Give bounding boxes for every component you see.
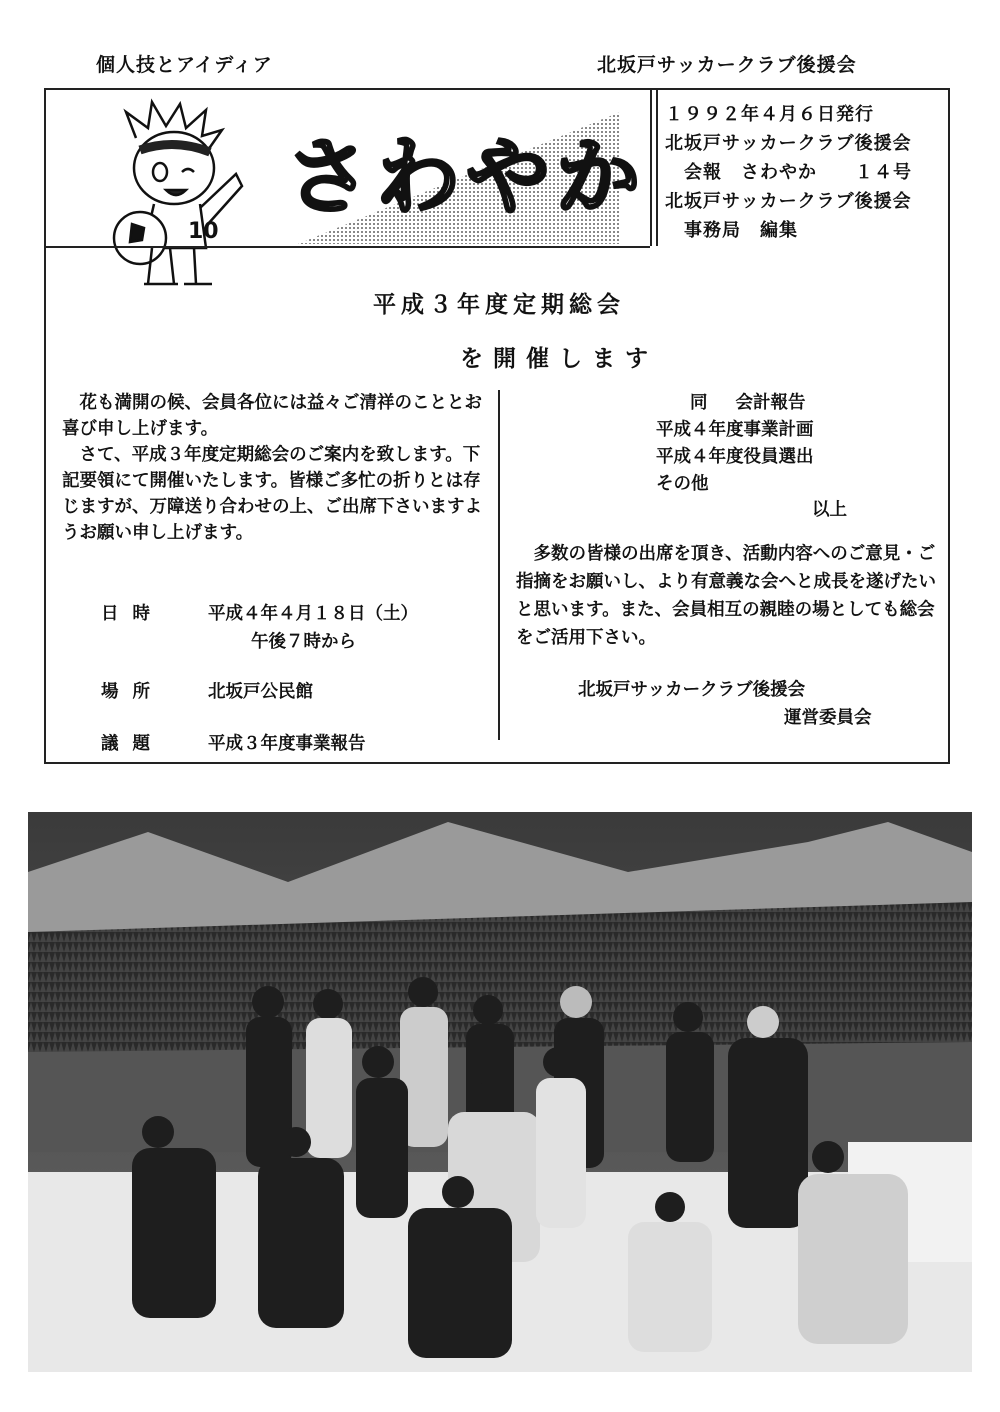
mascot-number: 10 (188, 219, 219, 244)
closing-paragraph: 多数の皆様の出席を頂き、活動内容へのご意見・ご指摘をお願いし、より有意義な会へと成長を遂げたいと思います。また、会員相互の親睦の場としても総会をご活用下さい。 (516, 544, 936, 648)
intro-paragraph: 花も満開の候、会員各位には益々ご清祥のこととお喜び申し上げます。 (62, 393, 482, 439)
agenda-first-item: 平成３年度事業報告 (208, 734, 366, 754)
ijo-text: 以上 (812, 500, 847, 520)
issue-info-line: 北坂戸サッカークラブ後援会 (665, 191, 912, 212)
issue-info-line: １９９２年４月６日発行 (665, 104, 874, 125)
agenda-item: 会計報告 (735, 393, 806, 413)
group-photo-image (28, 812, 972, 1372)
datetime-value: 平成４年４月１８日（土） (208, 604, 418, 624)
header-right-text: 北坂戸サッカークラブ後援会 (597, 54, 857, 76)
place-value: 北坂戸公民館 (208, 682, 313, 702)
masthead-divider (46, 246, 650, 248)
issue-info-line: 会報 さわやか １４号 (665, 162, 912, 183)
agenda-same-mark: 同 (690, 393, 708, 413)
signature-organization: 北坂戸サッカークラブ後援会 (578, 680, 806, 700)
place-label: 場所 (101, 682, 164, 702)
issue-info-line: 北坂戸サッカークラブ後援会 (665, 133, 912, 154)
issue-info (665, 100, 912, 245)
agenda-label: 議題 (101, 734, 164, 754)
notice-left-column (62, 390, 492, 546)
logo-text: さわやか (286, 127, 647, 226)
newsletter-box (44, 88, 950, 764)
issue-info-line: 事務局 編集 (665, 220, 798, 241)
info-divider-inner (656, 90, 658, 246)
soccer-boy-mascot-icon (96, 98, 266, 308)
notice-title: 平成３年度定期総会 (373, 291, 625, 318)
datetime-value-time: 午後７時から (251, 632, 356, 652)
signature-committee: 運営委員会 (784, 708, 872, 728)
sawayaka-logo (268, 94, 650, 246)
header-left-text: 個人技とアイディア (96, 54, 273, 76)
agenda-item: 平成４年度事業計画 (656, 420, 814, 440)
column-divider (498, 390, 500, 740)
agenda-list (656, 390, 814, 498)
agenda-item: 平成４年度役員選出 (656, 447, 814, 467)
info-divider (650, 90, 652, 246)
agenda-item: その他 (656, 474, 709, 494)
intro-paragraph: さて、平成３年度定期総会のご案内を致します。下記要領にて開催いたします。皆様ご多忙の折りとは存じますが、万障送り合わせの上、ご出席下さいますようお願い申し上げます。 (62, 445, 482, 543)
datetime-label: 日時 (101, 604, 164, 624)
notice-subtitle: を開催します (460, 345, 658, 372)
